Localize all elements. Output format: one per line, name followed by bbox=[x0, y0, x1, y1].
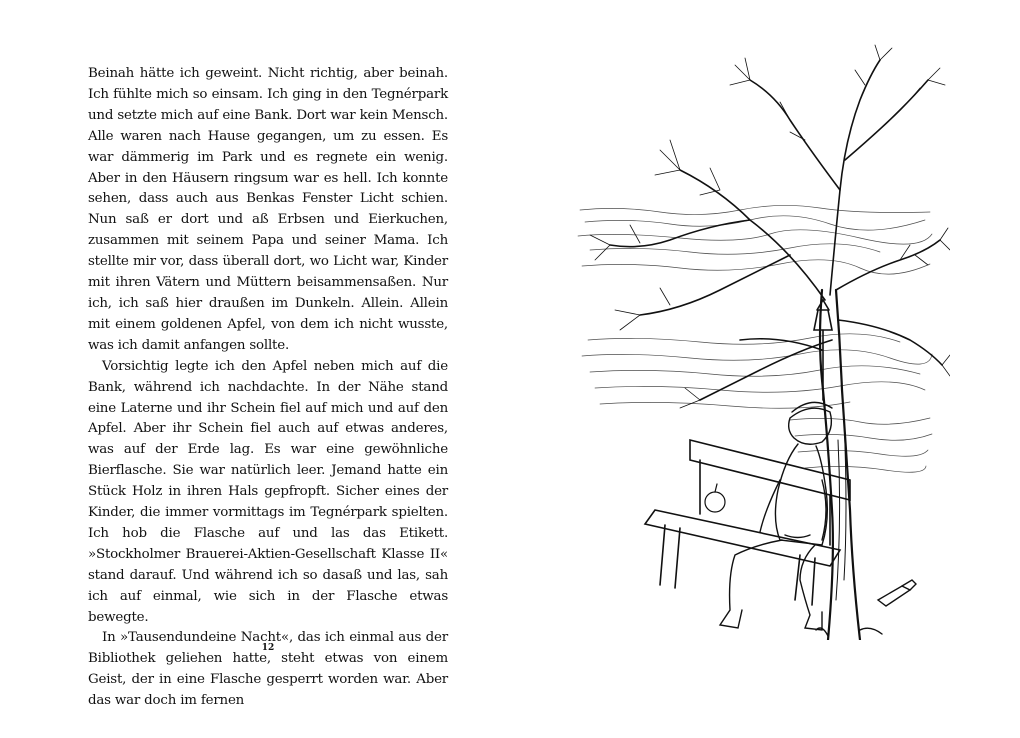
apple bbox=[705, 484, 725, 512]
page-number: 12 bbox=[261, 643, 275, 653]
illustration bbox=[560, 40, 950, 640]
paragraph-3: In »Tausendundeine Nacht«, das ich einmal aus der Bibliothek geliehen hatte, steht etwas von einem Geist, der in eine Flasche gesperrt worden war. Aber das war doch im fernen bbox=[88, 630, 448, 709]
tree-twigs bbox=[590, 45, 950, 408]
tree-branches bbox=[610, 60, 942, 400]
beer-bottle bbox=[878, 580, 916, 606]
child-figure bbox=[720, 402, 832, 630]
paragraph-1: Beinah hätte ich geweint. Nicht richtig, aber beinah. Ich fühlte mich so einsam. Ich ging in den Tegnérpark und setzte mich auf eine Bank. Dort war kein Mensch. Alle waren nach Hause gegangen, um zu essen. Es war dämmerig im Park und es regnete ein wenig. Aber in den Häusern ringsum war es hell. Ich konnte sehen, dass auch aus Benkas Fenster Licht schien. Nun saß er dort und aß Erbsen und Eierkuchen, zusammen mit seinem Papa und seiner Mama. Ich stellte mir vor, dass überall dort, wo Licht war, Kinder mit ihren Vätern und Müttern beisammensaßen. Nur ich, ich saß hier draußen im Dunkeln. Allein. Allein mit einem goldenen Apfel, von dem ich nicht wusste, was ich damit anfangen sollte. bbox=[88, 66, 448, 353]
park-bench bbox=[645, 440, 850, 605]
left-page-text bbox=[88, 64, 448, 712]
paragraph-2: Vorsichtig legte ich den Apfel neben mich auf die Bank, während ich nachdachte. In der Nähe stand eine Laterne und ihr Schein fiel auf mich und auf den Apfel. Aber ihr Schein fiel auch auf etwas anderes, was auf der Erde lag. Es war eine gewöhnliche Bierflasche. Sie war natürlich leer. Jemand hatte ein Stück Holz in ihren Hals gepfropft. Sicher eines der Kinder, die immer vormittags im Tegnérpark spielten. Ich hob die Flasche auf und las das Etikett. »Stockholmer Brauerei-Aktien-Gesellschaft Klasse II« stand darauf. Und während ich so dasaß und las, sah ich auf einmal, wie sich in der Flasche etwas bewegte. bbox=[88, 358, 448, 625]
